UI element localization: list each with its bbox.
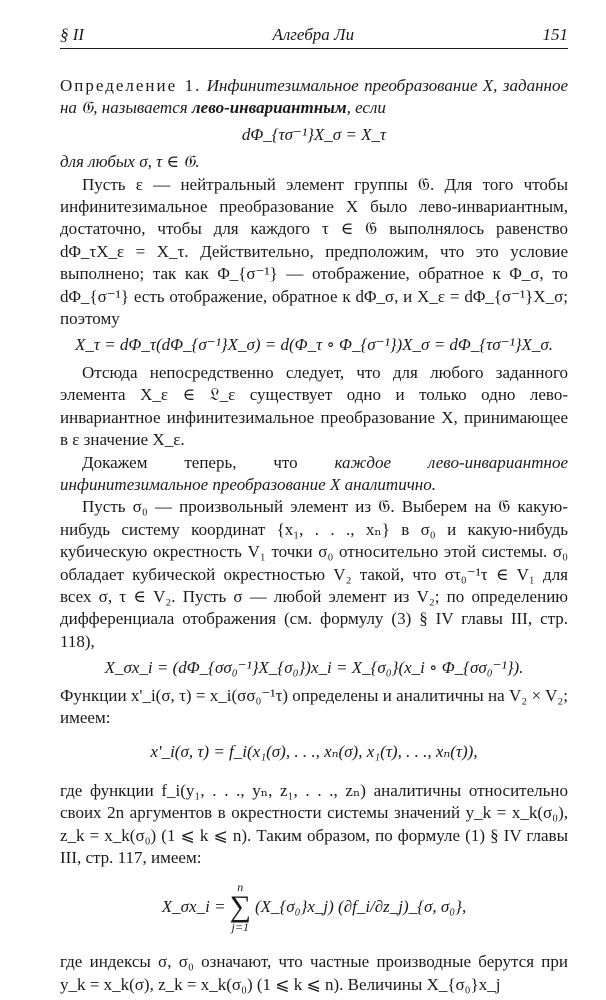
summation bbox=[230, 881, 251, 933]
paragraph-3-claim: каждое лево-инвариантное инфинитезимальное преобразование X аналитично. bbox=[60, 452, 568, 494]
paragraph-7: где индексы σ, σ₀ означают, что частные производные берутся при y_k = x_k(σ), z_k = x_k(σ₀) (1 ⩽ k ⩽ n). Величины X_{σ₀}x_j bbox=[60, 952, 568, 994]
running-header bbox=[60, 24, 568, 48]
definition-text-1: Инфинитезимальное преобразование X, заданное на 𝔊, называется bbox=[60, 76, 568, 118]
sum-upper-limit: n bbox=[237, 880, 244, 895]
formula-4-lhs: X_σx_i = bbox=[161, 897, 226, 917]
paragraph-2: Отсюда непосредственно следует, что для любого заданного элемента X_ε ∈ 𝔏_ε существует одно и только одно лево-инвариантное инфинитезимальное преобразование X, принимающее в ε значение X_ε. bbox=[60, 362, 568, 450]
section-number: § II bbox=[60, 25, 85, 44]
formula-4 bbox=[60, 881, 568, 933]
formula-3: x'_i(σ, τ) = f_i(x₁(σ), . . ., xₙ(σ), x₁(τ), . . ., xₙ(τ)), bbox=[150, 742, 478, 762]
paragraph-4: Пусть σ₀ — произвольный элемент из 𝔊. Выберем на 𝔊 какую-нибудь систему координат {x₁, . . ., xₙ} в σ₀ и какую-нибудь кубическую окрестность V₁ точки σ₀ относительно этой системы. σ₀ обладает кубической окрестностью V₂ такой, что στ₀⁻¹τ ∈ V₁ для всех σ, τ ∈ V₂. Пусть σ — любой элемент из V₂; по определению дифференциала отображения (см. формулу (3) § IV главы III, стр. 118), bbox=[60, 497, 568, 651]
chapter-title: Алгебра Ли bbox=[272, 25, 355, 44]
sigma-symbol: ∑ bbox=[229, 890, 251, 924]
paragraph-3 bbox=[60, 452, 568, 497]
formula-4-rhs: (X_{σ₀}x_j) (∂f_i/∂z_j)_{σ, σ₀}, bbox=[254, 897, 467, 917]
page-number: 151 bbox=[542, 25, 568, 44]
paragraph-5: Функции x'_i(σ, τ) = x_i(σσ₀⁻¹τ) определены и аналитичны на V₂ × V₂; имеем: bbox=[60, 685, 568, 727]
definition-formula: dΦ_{τσ⁻¹}X_σ = X_τ bbox=[241, 124, 387, 144]
paragraph-3-text: Докажем теперь, что bbox=[82, 452, 335, 472]
definition-statement bbox=[60, 75, 568, 120]
header-rule bbox=[60, 48, 568, 49]
sum-lower-limit: j=1 bbox=[231, 920, 249, 935]
definition-tail: для любых σ, τ ∈ 𝔊. bbox=[60, 152, 200, 172]
definition-term: лево-инвариантным bbox=[191, 98, 347, 118]
paragraph-1: Пусть ε — нейтральный элемент группы 𝔊. Для того чтобы инфинитезимальное преобразование X было лево-инвариантным, достаточно, чтобы для каждого τ ∈ 𝔊 выполнялось равенство dΦ_τX_ε = X_τ. Действительно, предположим, что это условие выполнено; так как Φ_{σ⁻¹} — отображение, обратное к Φ_σ, то dΦ_{σ⁻¹} есть отображение, обратное к dΦ_σ, и X_ε = dΦ_{σ⁻¹}X_σ; поэтому bbox=[60, 174, 568, 329]
formula-1: X_τ = dΦ_τ(dΦ_{σ⁻¹}X_σ) = d(Φ_τ ∘ Φ_{σ⁻¹})X_σ = dΦ_{τσ⁻¹}X_σ. bbox=[74, 335, 554, 355]
paragraph-6: где функции f_i(y₁, . . ., yₙ, z₁, . . ., zₙ) аналитичны относительно своих 2n аргументов в окрестности системы значений y_k = x_k(σ₀), z_k = x_k(σ₀) (1 ⩽ k ⩽ n). Таким образом, по формуле (1) § IV главы III, стр. 117, имеем: bbox=[60, 780, 568, 867]
definition-text-2: , если bbox=[346, 98, 386, 118]
formula-2: X_σx_i = (dΦ_{σσ₀⁻¹}X_{σ₀})x_i = X_{σ₀}(x_i ∘ Φ_{σσ₀⁻¹}). bbox=[104, 658, 524, 678]
definition-label: Определение 1. bbox=[60, 76, 202, 95]
